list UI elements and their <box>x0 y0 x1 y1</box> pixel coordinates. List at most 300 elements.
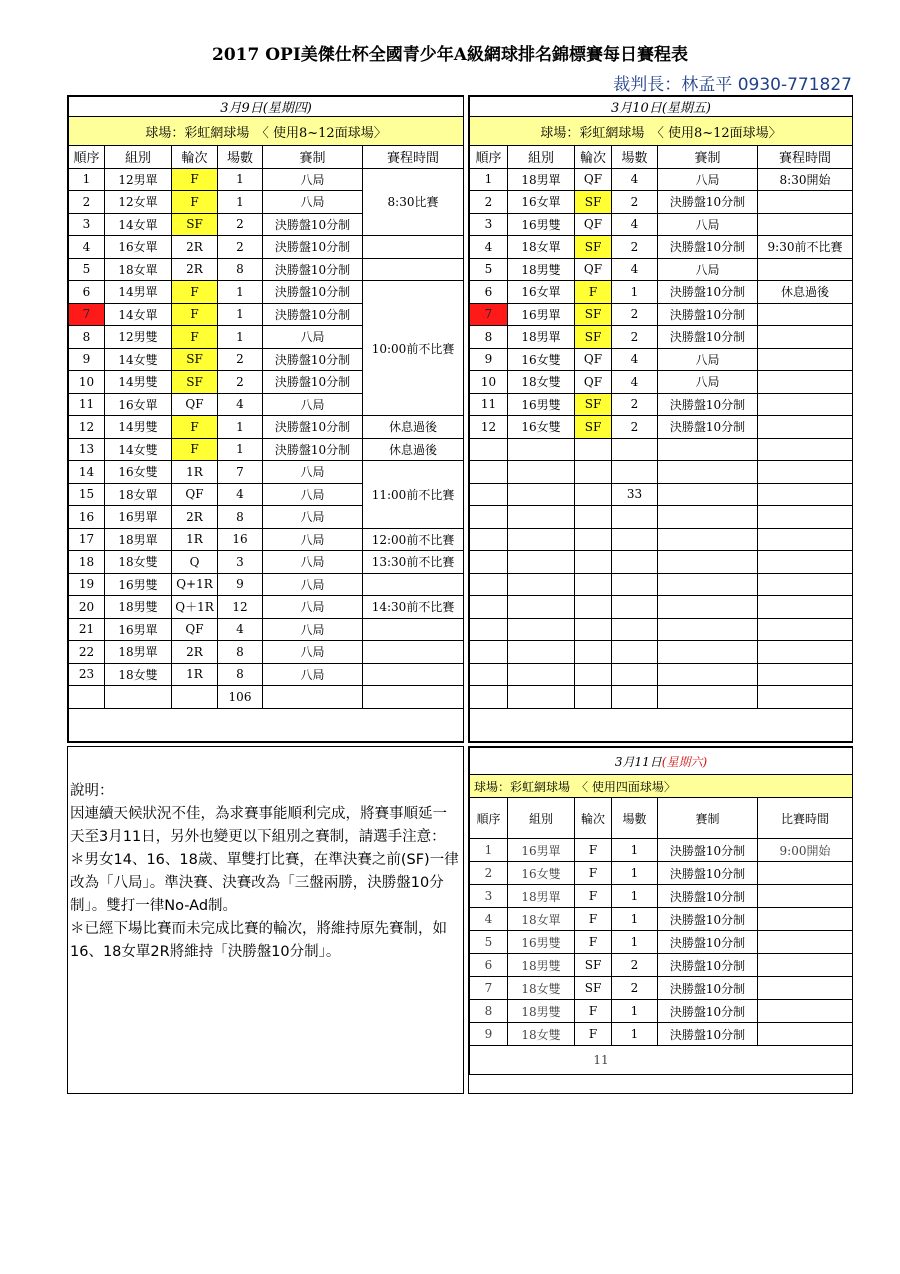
table-row <box>470 931 853 954</box>
group-cell: 16男雙 <box>508 213 575 236</box>
matches-cell: 8 <box>218 641 263 664</box>
header-order: 順序 <box>69 146 105 169</box>
table-row <box>470 618 853 641</box>
empty-cell <box>470 506 508 529</box>
group-cell: 16女雙 <box>508 348 575 371</box>
time-cell <box>758 371 853 394</box>
format-cell: 決勝盤10分制 <box>263 213 363 236</box>
order-cell: 20 <box>69 596 105 619</box>
round-cell: F <box>575 839 612 862</box>
time-cell: 休息過後 <box>758 281 853 304</box>
order-cell: 6 <box>470 281 508 304</box>
format-cell: 八局 <box>263 573 363 596</box>
order-cell: 6 <box>69 281 105 304</box>
matches-cell: 1 <box>218 168 263 191</box>
matches-cell: 1 <box>218 191 263 214</box>
empty-cell <box>470 528 508 551</box>
day1-venue: 球場：彩虹網球場 〈 使用8~12面球場〉 <box>69 117 464 146</box>
empty-cell <box>658 551 758 574</box>
time-cell <box>758 348 853 371</box>
matches-cell: 1 <box>218 326 263 349</box>
format-cell: 八局 <box>263 618 363 641</box>
order-cell: 8 <box>470 1000 508 1023</box>
time-cell: 休息過後 <box>363 416 464 439</box>
format-cell: 決勝盤10分制 <box>658 281 758 304</box>
matches-cell: 1 <box>612 862 658 885</box>
group-cell: 14男雙 <box>105 371 172 394</box>
empty-cell <box>508 618 575 641</box>
order-cell: 5 <box>470 931 508 954</box>
round-cell: SF <box>575 977 612 1000</box>
round-cell: SF <box>575 416 612 439</box>
page-title: 2017 OPI美傑仕杯全國青少年A級網球排名錦標賽每日賽程表 <box>212 45 688 65</box>
empty-cell <box>658 686 758 709</box>
header-group: 組別 <box>105 146 172 169</box>
matches-cell: 2 <box>612 326 658 349</box>
order-cell: 7 <box>69 303 105 326</box>
order-cell: 19 <box>69 573 105 596</box>
empty-cell <box>263 686 363 709</box>
group-cell: 18男單 <box>105 641 172 664</box>
time-cell <box>758 931 853 954</box>
order-cell: 1 <box>69 168 105 191</box>
schedule-table-day2 <box>469 96 853 742</box>
matches-cell: 2 <box>612 393 658 416</box>
day2-venue: 球場：彩虹網球場 〈 使用8~12面球場〉 <box>470 117 853 146</box>
group-cell: 16男單 <box>508 303 575 326</box>
time-cell: 12:00前不比賽 <box>363 528 464 551</box>
empty-cell <box>470 438 508 461</box>
round-cell: 1R <box>172 663 218 686</box>
group-cell: 18女雙 <box>508 1023 575 1046</box>
group-cell: 18女雙 <box>508 977 575 1000</box>
empty-cell <box>575 596 612 619</box>
empty-cell <box>470 551 508 574</box>
order-cell: 3 <box>69 213 105 236</box>
format-cell: 決勝盤10分制 <box>658 1023 758 1046</box>
time-cell: 11:00前不比賽 <box>363 461 464 529</box>
empty-cell <box>508 438 575 461</box>
format-cell: 八局 <box>658 168 758 191</box>
matches-cell: 4 <box>612 258 658 281</box>
format-cell: 決勝盤10分制 <box>658 416 758 439</box>
table-row <box>69 258 464 281</box>
round-cell: SF <box>172 371 218 394</box>
order-cell: 15 <box>69 483 105 506</box>
empty-cell <box>612 573 658 596</box>
empty-cell <box>612 506 658 529</box>
empty-cell <box>658 461 758 484</box>
table-row <box>470 596 853 619</box>
empty-cell <box>575 483 612 506</box>
empty-cell <box>758 483 853 506</box>
table-row <box>69 168 464 191</box>
empty-cell <box>508 483 575 506</box>
day2-date: 3月10日(星期五) <box>470 97 853 117</box>
table-row <box>470 1023 853 1046</box>
format-cell: 決勝盤10分制 <box>658 303 758 326</box>
empty-cell <box>758 461 853 484</box>
order-cell: 8 <box>69 326 105 349</box>
table-row <box>69 596 464 619</box>
format-cell: 八局 <box>263 483 363 506</box>
schedule-table-day1 <box>68 96 464 742</box>
time-cell <box>758 416 853 439</box>
group-cell: 18女單 <box>508 236 575 259</box>
order-cell: 8 <box>470 326 508 349</box>
order-cell: 10 <box>470 371 508 394</box>
matches-cell: 1 <box>218 281 263 304</box>
format-cell: 決勝盤10分制 <box>658 862 758 885</box>
matches-cell: 4 <box>612 348 658 371</box>
round-cell: F <box>172 303 218 326</box>
table-row <box>470 839 853 862</box>
table-row <box>470 303 853 326</box>
empty-cell <box>612 618 658 641</box>
round-cell: F <box>172 281 218 304</box>
time-cell: 9:30前不比賽 <box>758 236 853 259</box>
empty-cell <box>470 461 508 484</box>
empty-cell <box>658 438 758 461</box>
group-cell: 16女雙 <box>508 862 575 885</box>
empty-cell <box>575 641 612 664</box>
order-cell: 1 <box>470 839 508 862</box>
group-cell: 16男單 <box>508 839 575 862</box>
matches-cell: 2 <box>612 977 658 1000</box>
group-cell: 18女單 <box>105 258 172 281</box>
table-row <box>470 168 853 191</box>
group-cell: 14男單 <box>105 281 172 304</box>
total-cell: 106 <box>218 686 263 709</box>
empty-cell <box>612 686 658 709</box>
round-cell: F <box>172 416 218 439</box>
matches-cell: 2 <box>612 416 658 439</box>
empty-cell <box>758 551 853 574</box>
order-cell: 13 <box>69 438 105 461</box>
round-cell: SF <box>575 191 612 214</box>
header-format: 賽制 <box>658 146 758 169</box>
table-row <box>470 663 853 686</box>
table-row <box>470 1000 853 1023</box>
group-cell: 16男雙 <box>508 393 575 416</box>
empty-cell <box>508 551 575 574</box>
table-row <box>69 438 464 461</box>
empty-cell <box>508 528 575 551</box>
order-cell: 12 <box>470 416 508 439</box>
round-cell: SF <box>575 326 612 349</box>
format-cell: 決勝盤10分制 <box>263 303 363 326</box>
round-cell: 1R <box>172 528 218 551</box>
time-cell: 13:30前不比賽 <box>363 551 464 574</box>
table-row <box>470 506 853 529</box>
group-cell: 14女單 <box>105 213 172 236</box>
empty-cell <box>508 461 575 484</box>
empty-cell <box>575 461 612 484</box>
format-cell: 決勝盤10分制 <box>263 258 363 281</box>
matches-cell: 9 <box>218 573 263 596</box>
table-row <box>470 236 853 259</box>
table-row <box>470 258 853 281</box>
group-cell: 16女單 <box>508 281 575 304</box>
empty-cell <box>470 596 508 619</box>
matches-cell: 12 <box>218 596 263 619</box>
empty-cell <box>470 708 853 741</box>
group-cell: 14男雙 <box>105 416 172 439</box>
empty-cell <box>69 708 464 741</box>
table-row <box>470 393 853 416</box>
header-round: 輪次 <box>575 798 612 839</box>
total-cell: 33 <box>612 483 658 506</box>
notes-paragraph-3: ＊已經下場比賽而未完成比賽的輪次，將維持原先賽制，如16、18女單2R將維持「決勝盤10分制」。 <box>70 921 447 960</box>
round-cell: F <box>575 862 612 885</box>
empty-cell <box>575 573 612 596</box>
time-cell <box>758 213 853 236</box>
format-cell: 決勝盤10分制 <box>658 236 758 259</box>
table-row <box>69 618 464 641</box>
header-matches: 場數 <box>612 146 658 169</box>
group-cell: 16女雙 <box>105 461 172 484</box>
empty-cell <box>658 483 758 506</box>
order-cell: 4 <box>470 236 508 259</box>
empty-cell <box>612 663 658 686</box>
order-cell: 2 <box>69 191 105 214</box>
order-cell: 11 <box>470 393 508 416</box>
empty-cell <box>575 551 612 574</box>
empty-cell <box>508 686 575 709</box>
notes-paragraph-1: 因連續天候狀況不佳，為求賽事能順利完成，將賽事順延一天至3月11日，另外也變更以下組別之賽制，請選手注意： <box>70 806 447 845</box>
header-order: 順序 <box>470 146 508 169</box>
order-cell: 3 <box>470 885 508 908</box>
matches-cell: 1 <box>218 438 263 461</box>
table-row <box>470 281 853 304</box>
empty-cell <box>658 528 758 551</box>
time-cell <box>363 663 464 686</box>
empty-cell <box>575 438 612 461</box>
day1-date: 3月9日(星期四) <box>69 97 464 117</box>
format-cell: 決勝盤10分制 <box>263 416 363 439</box>
format-cell: 決勝盤10分制 <box>658 931 758 954</box>
group-cell: 18女雙 <box>105 551 172 574</box>
notes-heading: 說明： <box>70 783 114 799</box>
group-cell: 16男雙 <box>105 573 172 596</box>
order-cell: 1 <box>470 168 508 191</box>
schedule-table-day3 <box>469 747 853 1075</box>
time-cell: 14:30前不比賽 <box>363 596 464 619</box>
group-cell: 14女單 <box>105 303 172 326</box>
empty-cell <box>575 686 612 709</box>
empty-cell <box>612 528 658 551</box>
table-row <box>69 573 464 596</box>
total-cell: 11 <box>470 1046 853 1075</box>
table-row <box>470 348 853 371</box>
empty-cell <box>105 686 172 709</box>
format-cell: 八局 <box>658 213 758 236</box>
format-cell: 八局 <box>658 348 758 371</box>
matches-cell: 2 <box>612 954 658 977</box>
round-cell: SF <box>575 954 612 977</box>
empty-cell <box>470 573 508 596</box>
format-cell: 決勝盤10分制 <box>263 348 363 371</box>
format-cell: 八局 <box>263 641 363 664</box>
empty-cell <box>508 573 575 596</box>
round-cell: SF <box>575 236 612 259</box>
group-cell: 18女單 <box>508 908 575 931</box>
order-cell: 14 <box>69 461 105 484</box>
day1-header-row <box>69 146 464 169</box>
group-cell: 18男單 <box>508 885 575 908</box>
total-row <box>69 686 464 709</box>
order-cell: 17 <box>69 528 105 551</box>
table-row <box>69 461 464 484</box>
group-cell: 18男雙 <box>508 1000 575 1023</box>
header-format: 賽制 <box>658 798 758 839</box>
time-cell <box>758 191 853 214</box>
matches-cell: 1 <box>218 303 263 326</box>
time-cell <box>758 1000 853 1023</box>
order-cell: 4 <box>470 908 508 931</box>
empty-cell <box>470 641 508 664</box>
round-cell: F <box>575 908 612 931</box>
format-cell: 決勝盤10分制 <box>263 281 363 304</box>
round-cell: 2R <box>172 236 218 259</box>
format-cell: 八局 <box>263 596 363 619</box>
round-cell: Q+1R <box>172 573 218 596</box>
matches-cell: 1 <box>612 281 658 304</box>
order-cell: 9 <box>69 348 105 371</box>
group-cell: 12男單 <box>105 168 172 191</box>
round-cell: QF <box>575 168 612 191</box>
order-cell: 7 <box>470 303 508 326</box>
format-cell: 決勝盤10分制 <box>658 977 758 1000</box>
group-cell: 16男單 <box>105 618 172 641</box>
matches-cell: 1 <box>612 885 658 908</box>
group-cell: 18男雙 <box>508 954 575 977</box>
round-cell: F <box>172 326 218 349</box>
empty-cell <box>575 618 612 641</box>
round-cell: F <box>172 168 218 191</box>
table-row <box>470 416 853 439</box>
time-cell: 休息過後 <box>363 438 464 461</box>
time-cell <box>758 326 853 349</box>
round-cell: QF <box>172 393 218 416</box>
empty-cell <box>758 641 853 664</box>
time-cell <box>758 258 853 281</box>
matches-cell: 8 <box>218 258 263 281</box>
order-cell: 5 <box>69 258 105 281</box>
format-cell: 八局 <box>263 326 363 349</box>
order-cell: 3 <box>470 213 508 236</box>
format-cell: 決勝盤10分制 <box>658 1000 758 1023</box>
group-cell: 16男單 <box>105 506 172 529</box>
group-cell: 12女單 <box>105 191 172 214</box>
matches-cell: 2 <box>218 371 263 394</box>
format-cell: 八局 <box>263 191 363 214</box>
format-cell: 八局 <box>263 528 363 551</box>
round-cell: F <box>575 1000 612 1023</box>
round-cell: F <box>172 438 218 461</box>
header-matches: 場數 <box>612 798 658 839</box>
order-cell: 4 <box>69 236 105 259</box>
time-cell <box>363 641 464 664</box>
day3-date-weekday: (星期六) <box>661 754 708 769</box>
round-cell: F <box>575 281 612 304</box>
round-cell: F <box>575 1023 612 1046</box>
round-cell: SF <box>575 303 612 326</box>
format-cell: 八局 <box>658 258 758 281</box>
order-cell: 11 <box>69 393 105 416</box>
matches-cell: 2 <box>612 191 658 214</box>
table-row <box>470 213 853 236</box>
header-time: 賽程時間 <box>363 146 464 169</box>
round-cell: Q＋1R <box>172 596 218 619</box>
time-cell <box>758 393 853 416</box>
header-time: 比賽時間 <box>758 798 853 839</box>
time-cell <box>363 618 464 641</box>
time-cell: 9:00開始 <box>758 839 853 862</box>
empty-cell <box>470 686 508 709</box>
order-cell: 6 <box>470 954 508 977</box>
order-cell: 21 <box>69 618 105 641</box>
table-row <box>470 326 853 349</box>
group-cell: 16女單 <box>105 393 172 416</box>
matches-cell: 4 <box>218 483 263 506</box>
format-cell: 決勝盤10分制 <box>658 393 758 416</box>
header-group: 組別 <box>508 798 575 839</box>
matches-cell: 1 <box>612 1000 658 1023</box>
group-cell: 14女雙 <box>105 438 172 461</box>
matches-cell: 2 <box>218 213 263 236</box>
empty-cell <box>508 663 575 686</box>
empty-cell <box>658 641 758 664</box>
table-row <box>69 528 464 551</box>
group-cell: 18男單 <box>508 326 575 349</box>
table-row <box>470 573 853 596</box>
empty-cell <box>612 461 658 484</box>
empty-cell <box>758 618 853 641</box>
day3-date <box>470 748 853 775</box>
group-cell: 18女單 <box>105 483 172 506</box>
round-cell: Q <box>172 551 218 574</box>
round-cell: F <box>575 931 612 954</box>
format-cell: 決勝盤10分制 <box>658 326 758 349</box>
time-cell: 8:30比賽 <box>363 168 464 236</box>
table-row <box>69 236 464 259</box>
group-cell: 18男單 <box>105 528 172 551</box>
table-row <box>470 438 853 461</box>
empty-cell <box>658 573 758 596</box>
total-row <box>470 1046 853 1075</box>
group-cell: 16女單 <box>508 191 575 214</box>
time-cell <box>758 862 853 885</box>
day2-header-row <box>470 146 853 169</box>
round-cell: QF <box>575 348 612 371</box>
matches-cell: 1 <box>218 416 263 439</box>
round-cell: F <box>172 191 218 214</box>
round-cell: F <box>575 885 612 908</box>
table-row <box>470 977 853 1000</box>
format-cell: 決勝盤10分制 <box>658 908 758 931</box>
order-cell: 2 <box>470 862 508 885</box>
format-cell: 決勝盤10分制 <box>263 236 363 259</box>
format-cell: 八局 <box>263 168 363 191</box>
round-cell: 2R <box>172 641 218 664</box>
matches-cell: 3 <box>218 551 263 574</box>
blank-row <box>69 708 464 741</box>
matches-cell: 4 <box>612 371 658 394</box>
empty-cell <box>470 663 508 686</box>
empty-cell <box>758 438 853 461</box>
group-cell: 18女雙 <box>105 663 172 686</box>
